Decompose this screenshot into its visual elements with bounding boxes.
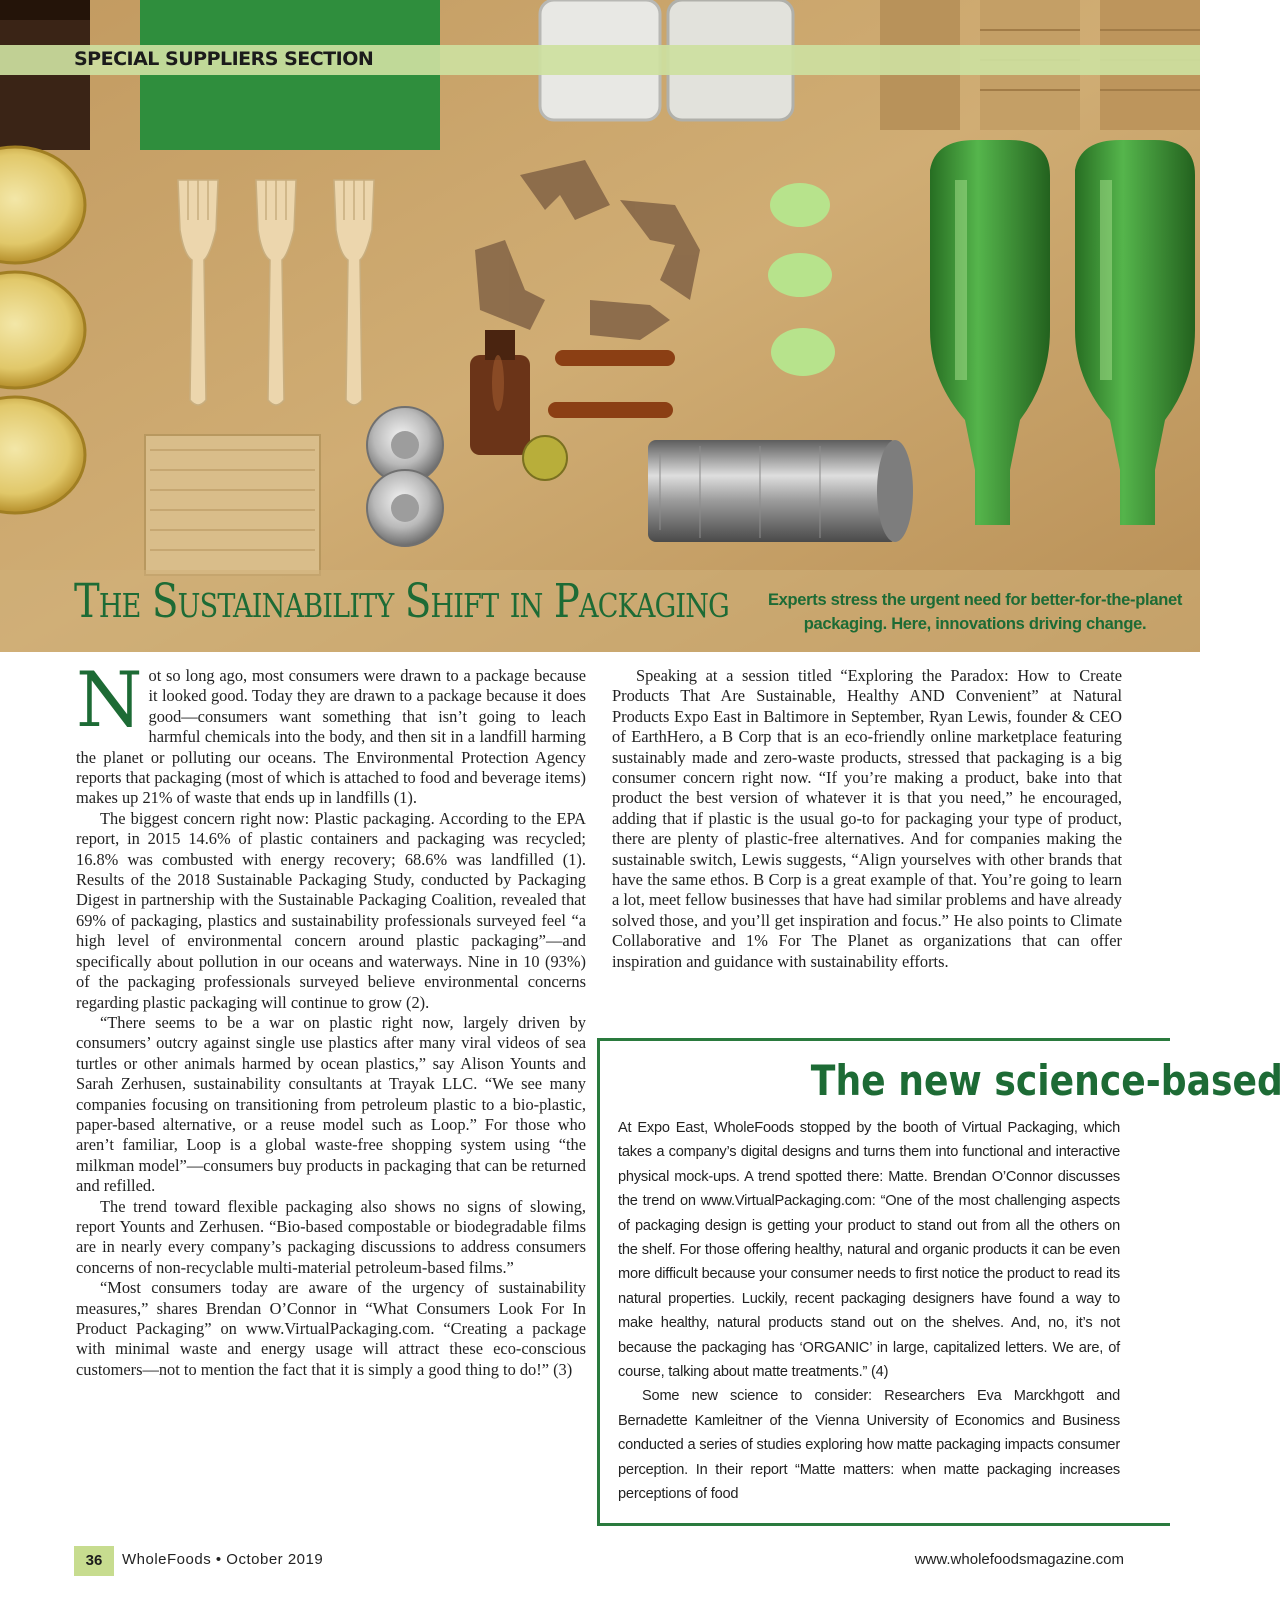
section-label: SPECIAL SUPPLIERS SECTION bbox=[74, 48, 374, 70]
article-paragraph: The biggest concern right now: Plastic packaging. According to the EPA report, in 2015 14.6% of plastic containers and packaging was recycled; 16.8% was combusted with energy recovery; 68.6% was landfilled (1). Results of the 2018 Sustainable Packaging Study, conducted by Packaging Digest in partnership with the Sustainable Packaging Coalition, revealed that 69% of packaging, plastics and sustainability professionals surveyed feel “a high level of environmental concern around plastic packaging”—and specifically about pollution in our oceans and waterways. Nine in 10 (93%) of the packaging professionals surveyed believe environmental concerns regarding plastic packaging will continue to grow (2). bbox=[76, 808, 586, 1012]
body-column-right bbox=[612, 666, 1122, 972]
sidebar-paragraph: At Expo East, WholeFoods stopped by the booth of Virtual Packaging, which takes a company’s digital designs and turns them into functional and interactive physical mock-ups. A trend spotted there: Matte. Brendan O’Connor discusses the trend on www.VirtualPackaging.com: “One of the most challenging aspects of packaging design is getting your product to stand out from all the others on the shelf. For those offering healthy, natural and organic products it can be even more difficult because your consumer needs to first notice the product to read its natural properties. Luckily, recent packaging designers have found a way to make healthy, natural products stand out on the shelves. And, no, it’s not because the packaging has ‘ORGANIC’ in large, capitalized letters. We are, of course, talking about matte treatments.” (4) bbox=[618, 1120, 1120, 1381]
article-paragraph: Speaking at a session titled “Exploring the Paradox: How to Create Products That Are Sustainable, Healthy AND Convenient” at Natural Products Expo East in Baltimore in September, Ryan Lewis, founder & CEO of EarthHero, a B Corp that is an eco-friendly online marketplace featuring sustainably made and zero-waste products, stressed that packaging is a big consumer concern right now. “If you’re making a product, bake into that product the best version of whatever it is that you need,” he encouraged, adding that if plastic is the usual go-to for packaging your type of product, there are plenty of plastic-free alternatives. And for companies making the sustainable switch, Lewis suggests, “Align yourselves with other brands that have the same ethos. B Corp is a great example of that. You’re going to learn a lot, meet fellow businesses that have had similar problems and have already solved those, and you’ll get inspiration and focus.” He also points to Climate Collaborative and 1% For The Planet as organizations that can offer inspiration and guidance with sustainability efforts. bbox=[612, 666, 1122, 971]
page-number: 36 bbox=[74, 1546, 114, 1576]
article-paragraph: “There seems to be a war on plastic right now, largely driven by consumers’ outcry against single use plastics after many viral videos of sea turtles or other animals harmed by ocean plastics,” say Alison Younts and Sarah Zerhusen, sustainability consultants at Trayak LLC. “We see many companies focusing on transitioning from petroleum plastic to a bio-plastic, paper-based alternative, or a reuse model such as Loop.” For those who aren’t familiar, Loop is a global waste-free shopping system using “the milkman model”—consumers buy products in packaging that can be returned and refilled. bbox=[76, 1012, 586, 1196]
hero-photo bbox=[0, 0, 1200, 652]
sidebar-body bbox=[618, 1116, 1120, 1507]
section-band bbox=[0, 45, 1200, 75]
publication-info: WholeFoods • October 2019 bbox=[122, 1551, 324, 1568]
article-subtitle: Experts stress the urgent need for better-for-the-planet packaging. Here, innovations driving change. bbox=[767, 591, 1183, 633]
drop-cap: N bbox=[76, 655, 143, 744]
packaging-flatlay-illustration bbox=[0, 0, 1200, 652]
sidebar-paragraph: Some new science to consider: Researchers Eva Marckhgott and Bernadette Kamleitner of the Vienna University of Economics and Business conducted a series of studies exploring how matte packaging impacts consumer perception. In their report “Matte matters: when matte packaging increases perceptions of food bbox=[618, 1388, 1120, 1503]
body-column-left bbox=[76, 655, 586, 1380]
sidebar-title: The new science-based bbox=[810, 1056, 1283, 1105]
article-paragraph: Not so long ago, most consumers were drawn to a package because it looked good. Today they are drawn to a package because it does good—consumers want something that isn’t going to leach harmful chemicals into the body, and then sit in a landfill harming the planet or polluting our oceans. The Environmental Protection Agency reports that packaging (most of which is attached to food and beverage items) makes up 21% of waste that ends up in landfills (1). bbox=[76, 655, 586, 808]
article-paragraph: “Most consumers today are aware of the urgency of sustainability measures,” shares Brendan O’Connor in “What Consumers Look For In Product Packaging” on www.VirtualPackaging.com. “Creating a package with minimal waste and energy usage will attract these eco-conscious customers—not to mention the fact that it is simply a good thing to do!” (3) bbox=[76, 1278, 586, 1379]
article-paragraph: The trend toward flexible packaging also shows no signs of slowing, report Younts and Zerhusen. “Bio-based compostable or biodegradable films are in nearly every company’s packaging discussions to address consumers concerns of non-recyclable multi-material petroleum-based films.” bbox=[76, 1196, 586, 1277]
website-link[interactable]: www.wholefoodsmagazine.com bbox=[914, 1551, 1124, 1568]
article-title: The Sustainability Shift in Packaging bbox=[74, 574, 729, 629]
